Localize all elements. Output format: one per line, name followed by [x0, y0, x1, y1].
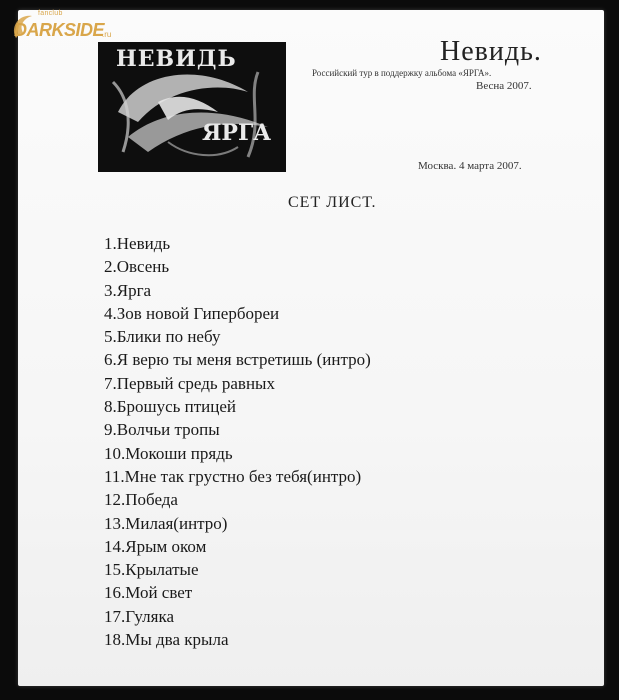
setlist-item: 16.Мой свет	[104, 583, 193, 603]
season-text: Весна 2007.	[476, 80, 532, 92]
setlist-item: 8.Брошусь птицей	[104, 397, 237, 417]
watermark-small-text: fanclub	[38, 10, 63, 17]
logo-album-name: ЯРГА	[202, 120, 272, 146]
setlist	[104, 232, 371, 651]
setlist-item: 15.Крылатые	[104, 560, 199, 580]
setlist-item: 11.Мне так грустно без тебя(интро)	[104, 466, 362, 486]
setlist-item: 5.Блики по небу	[104, 327, 221, 347]
setlist-item: 7.Первый средь равных	[104, 373, 275, 393]
setlist-item: 4.Зов новой Гипербореи	[104, 303, 280, 323]
setlist-item: 6.Я верю ты меня встретишь (интро)	[104, 350, 371, 370]
setlist-item: 14.Ярым оком	[104, 536, 207, 556]
concert-date: Москва. 4 марта 2007.	[418, 160, 522, 172]
setlist-item: 18.Мы два крыла	[104, 630, 229, 650]
tour-subtitle: Российский тур в поддержку альбома «ЯРГА».	[312, 68, 492, 78]
logo-band-name: НЕВИДЬ	[116, 46, 237, 72]
setlist-item: 9.Волчьи тропы	[104, 420, 220, 440]
watermark-tld: .ru	[102, 30, 112, 39]
setlist-item: 1.Невидь	[104, 234, 171, 253]
album-logo	[98, 42, 286, 172]
setlist-item: 12.Победа	[104, 490, 178, 510]
watermark-brand: DARKSIDE	[14, 20, 105, 40]
page-title: Невидь.	[440, 36, 542, 67]
setlist-item: 13.Милая(интро)	[104, 513, 228, 533]
setlist-item: 3.Ярга	[104, 280, 152, 300]
setlist-item: 2.Овсень	[104, 257, 170, 277]
setlist-heading: СЕТ ЛИСТ.	[288, 194, 377, 211]
setlist-item: 10.Мокоши прядь	[104, 443, 233, 463]
setlist-item: 17.Гуляка	[104, 606, 175, 626]
